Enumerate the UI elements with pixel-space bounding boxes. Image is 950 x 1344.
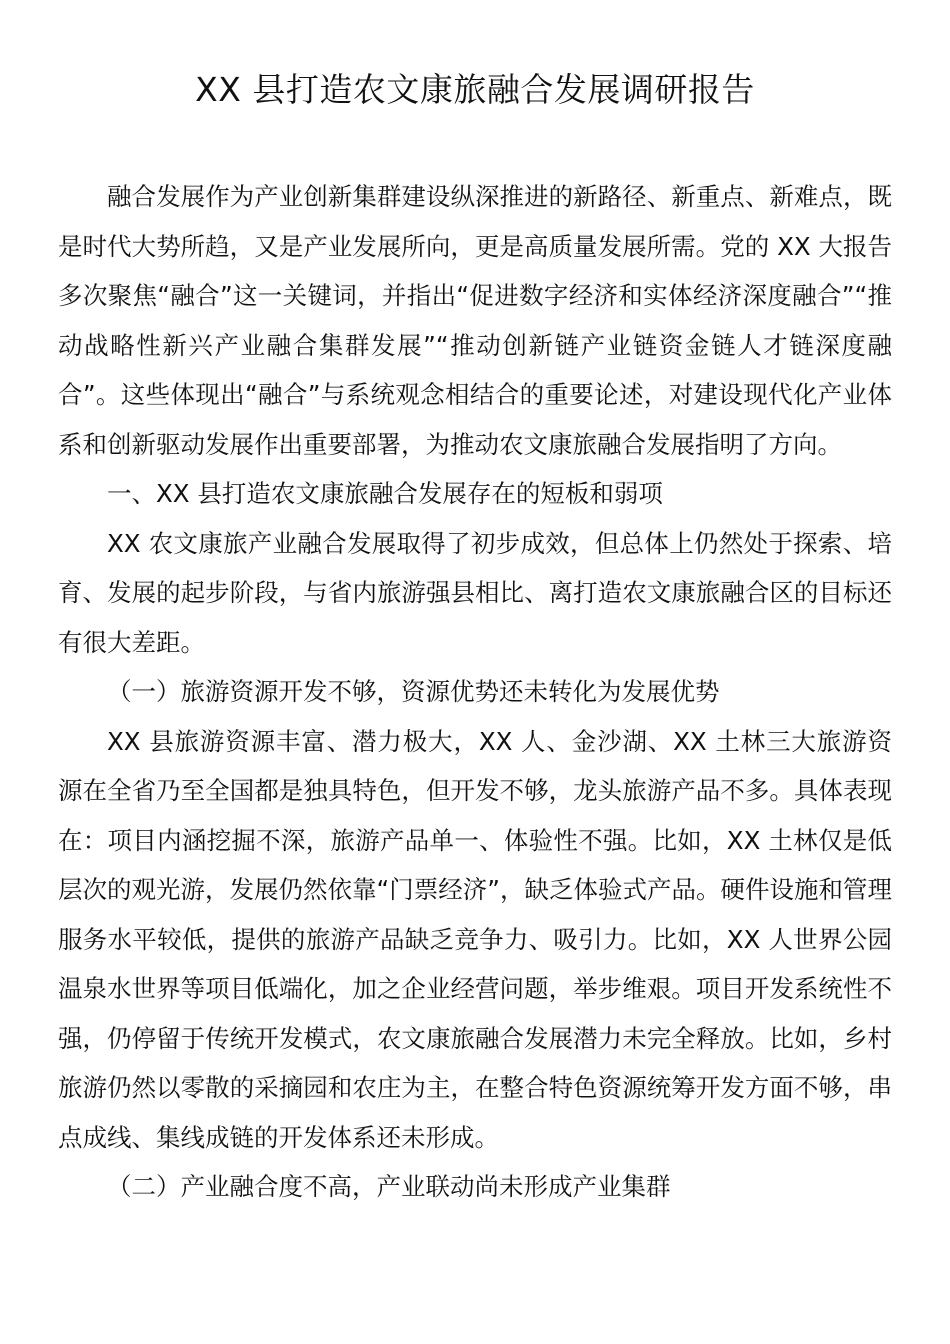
- intro-paragraph: 融合发展作为产业创新集群建设纵深推进的新路径、新重点、新难点，既是时代大势所趋，又是产业发展所向，更是高质量发展所需。党的 XX 大报告多次聚焦“融合”这一关键词，并指出“促进数字经济和实体经济深度融合”“推动战略性新兴产业融合集群发展”“推动创新链产业链资金链人才链深度融合”。这些体现出“融合”与系统观念相结合的重要论述，对建设现代化产业体系和创新驱动发展作出重要部署，为推动农文康旅融合发展指明了方向。: [58, 182, 892, 459]
- document-title: XX 县打造农文康旅融合发展调研报告: [195, 70, 755, 109]
- subsection-heading-2: （二）产业融合度不高，产业联动尚未形成产业集群: [107, 1172, 671, 1201]
- section-heading-1: 一、XX 县打造农文康旅融合发展存在的短板和弱项: [107, 479, 663, 508]
- section-1-paragraph: XX 农文康旅产业融合发展取得了初步成效，但总体上仍然处于探索、培育、发展的起步阶段，与省内旅游强县相比、离打造农文康旅融合区的目标还有很大差距。: [58, 528, 892, 657]
- subsection-heading-1: （一）旅游资源开发不够，资源优势还未转化为发展优势: [107, 677, 720, 706]
- subsection-1-paragraph: XX 县旅游资源丰富、潜力极大，XX 人、金沙湖、XX 土林三大旅游资源在全省乃至全国都是独具特色，但开发不够，龙头旅游产品不多。具体表现在：项目内涵挖掘不深，旅游产品单一、体验性不强。比如，XX 土林仅是低层次的观光游，发展仍然依靠“门票经济”，缺乏体验式产品。硬件设施和管理服务水平较低，提供的旅游产品缺乏竞争力、吸引力。比如，XX 人世界公园温泉水世界等项目低端化，加之企业经营问题，举步维艰。项目开发系统性不强，仍停留于传统开发模式，农文康旅融合发展潜力未完全释放。比如，乡村旅游仍然以零散的采摘园和农庄为主，在整合特色资源统筹开发方面不够，串点成线、集线成链的开发体系还未形成。: [58, 726, 892, 1152]
